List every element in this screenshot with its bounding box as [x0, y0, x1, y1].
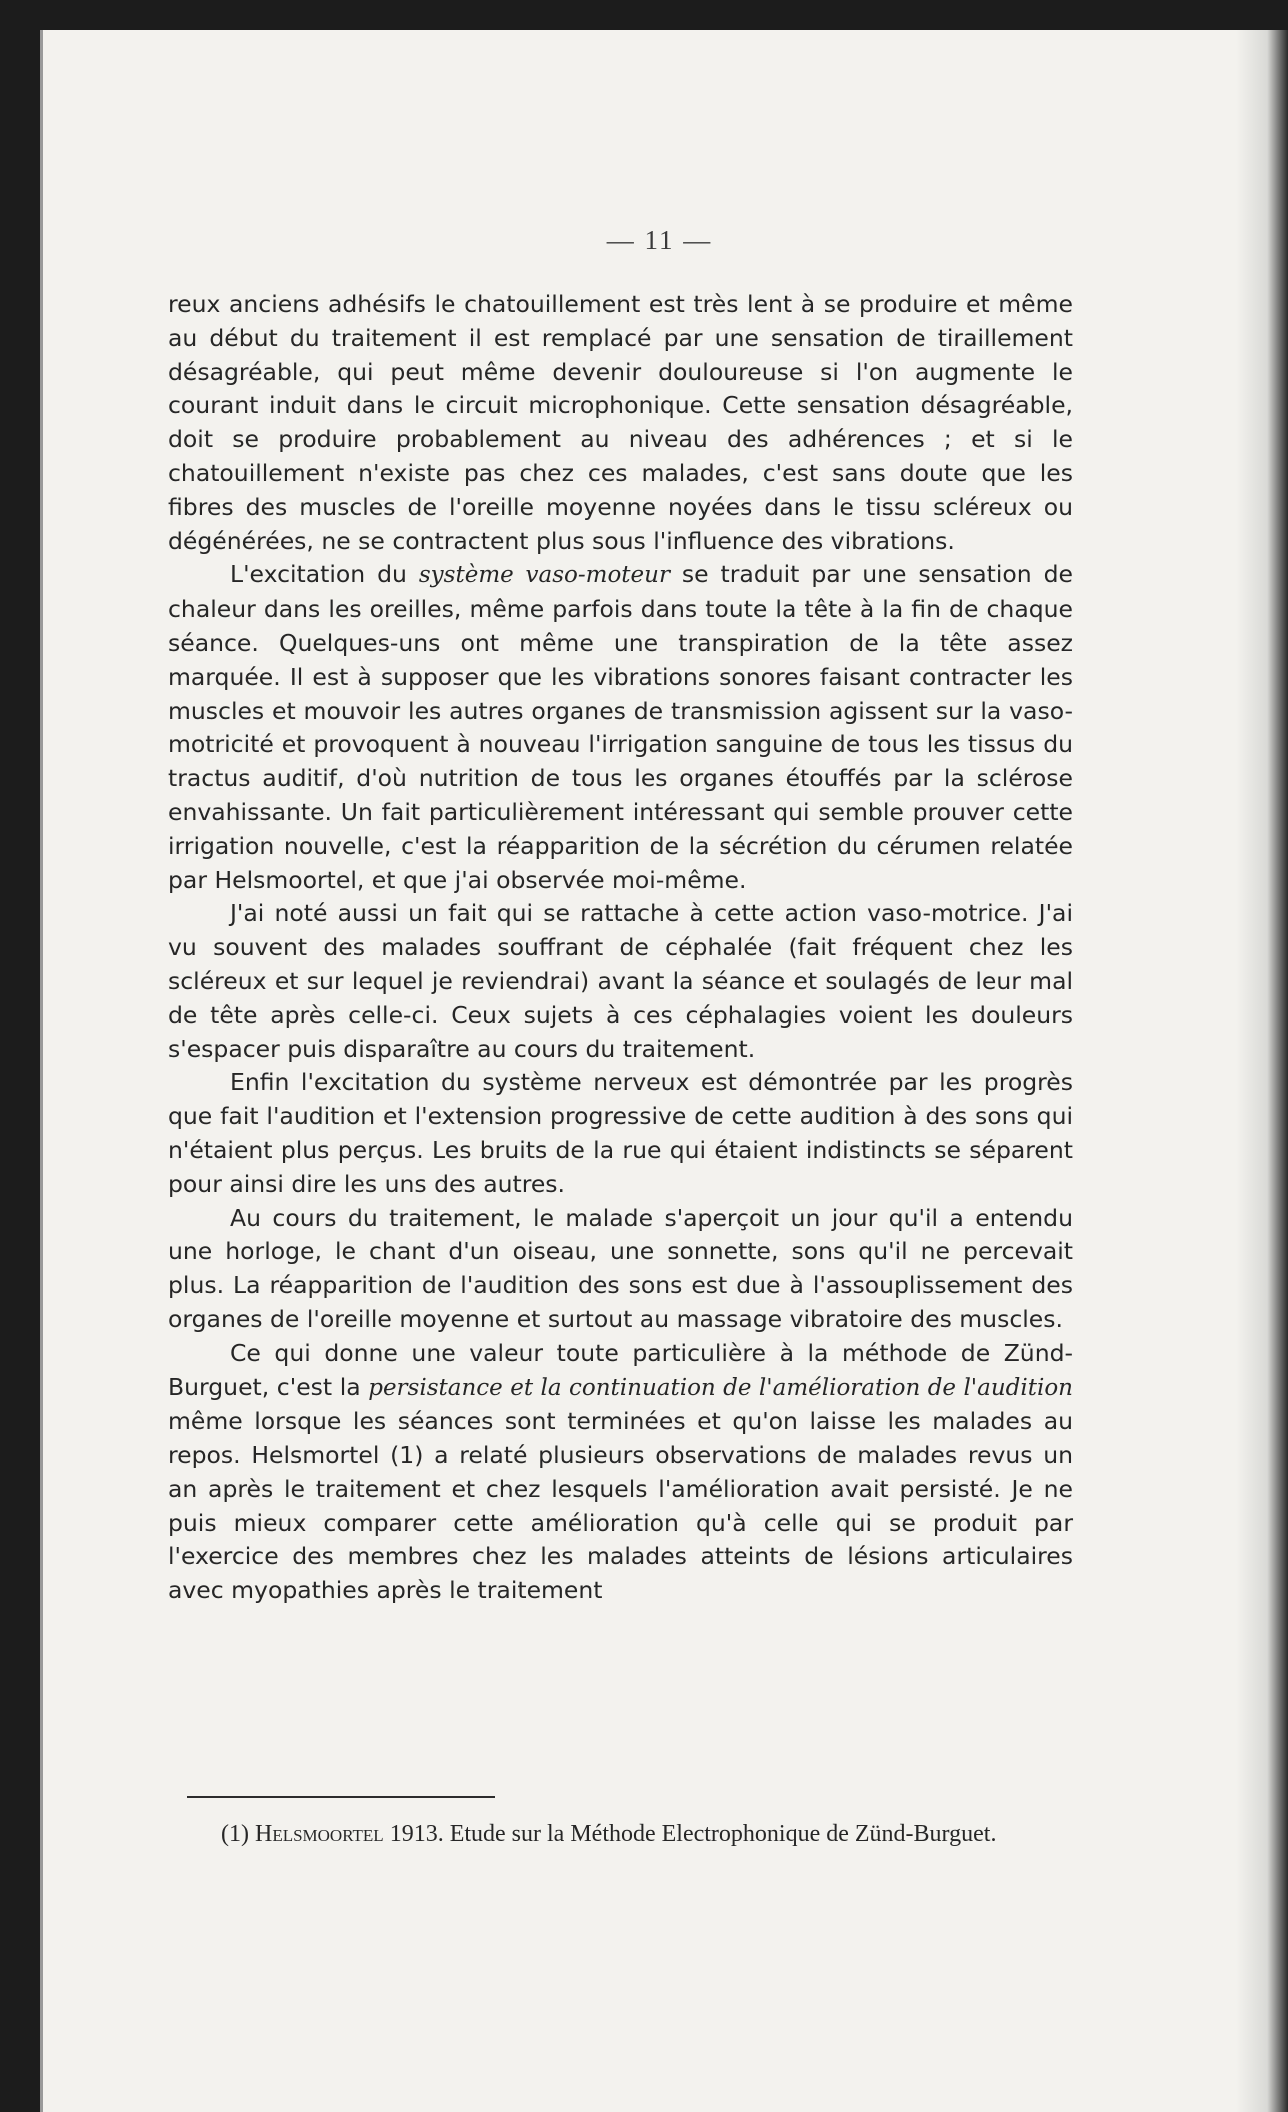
paragraph — [168, 1337, 1073, 1608]
document-page — [40, 30, 1276, 2112]
paragraph — [168, 558, 1073, 897]
paragraph — [168, 897, 1073, 1066]
footnote — [167, 1818, 1082, 1850]
paragraph — [168, 1202, 1073, 1337]
footnote-divider — [187, 1796, 495, 1798]
paragraph — [168, 288, 1073, 558]
paragraph-text: Enfin l'excitation du système nerveux est démontrée par les progrès que fait l'audition et l'extension progressive de cette audition à des sons qui n'étaient plus perçus. Les bruits de la rue qui étaient indistincts se séparent pour ainsi dire les uns des autres. — [168, 1068, 1073, 1198]
body-text — [168, 288, 1073, 1608]
emphasis-text: persistance et la continuation de l'amélioration de l'audition — [368, 1374, 1073, 1401]
paragraph-text: Ce qui donne une valeur toute particulière à la méthode de Zünd-Burguet, c'est la — [168, 1338, 1073, 1401]
paragraph-text: L'excitation du — [230, 560, 419, 589]
footnote-author: Helsmoortel — [254, 1821, 384, 1847]
page-number: — 11 — — [606, 225, 713, 255]
paragraph-text: même lorsque les séances sont terminées et qu'on laisse les malades au repos. Helsmortel (1) a relaté plusieurs observations de malades revus un an après le traitement et chez lesquels l'amélioration avait persisté. Je ne puis mieux comparer cette amélioration qu'à celle qui se produit par l'exercice des membres chez les malades atteints de lésions articulaires avec myopathies après le traitement — [168, 1407, 1073, 1605]
footnote-text: 1913. Etude sur la Méthode Electrophonique de Zünd-Burguet. — [389, 1821, 997, 1847]
footnote-marker: (1) — [221, 1821, 249, 1847]
paragraph-text: reux anciens adhésifs le chatouillement est très lent à se produire et même au début du traitement il est remplacé par une sensation de tiraillement désagréable, qui peut même devenir douloureuse si l'on augmente le courant induit dans le circuit microphonique. Cette sensation désagréable, doit se produire probablement au niveau des adhérences ; et si le chatouillement n'existe pas chez ces malades, c'est sans doute que les fibres des muscles de l'oreille moyenne noyées dans le tissu scléreux ou dégénérées, ne se contractent plus sous l'influence des vibrations. — [168, 290, 1073, 555]
emphasis-text: système vaso-moteur — [418, 562, 670, 589]
paragraph — [168, 1066, 1073, 1201]
paragraph-text: Au cours du traitement, le malade s'aperçoit un jour qu'il a entendu une horloge, le chant d'un oiseau, une sonnette, sons qu'il ne percevait plus. La réapparition de l'audition des sons est due à l'assouplissement des organes de l'oreille moyenne et surtout au massage vibratoire des muscles. — [168, 1203, 1073, 1333]
paragraph-text: J'ai noté aussi un fait qui se rattache à cette action vaso-motrice. J'ai vu souvent des malades souffrant de céphalée (fait fréquent chez les scléreux et sur lequel je reviendrai) avant la séance et soulagés de leur mal de tête après celle-ci. Ceux sujets à ces céphalagies voient les douleurs s'espacer puis disparaître au cours du traitement. — [168, 899, 1073, 1063]
page-edge-shadow — [1236, 30, 1288, 2112]
paragraph-text: se traduit par une sensation de chaleur dans les oreilles, même parfois dans toute la tête à la fin de chaque séance. Quelques-uns ont même une transpiration de la tête assez marquée. Il est à supposer que les vibrations sonores faisant contracter les muscles et mouvoir les autres organes de transmission agissent sur la vaso-motricité et provoquent à nouveau l'irrigation sanguine de tous les tissus du tractus auditif, d'où nutrition de tous les organes étouffés par la sclérose envahissante. Un fait particulièrement intéressant qui semble prouver cette irrigation nouvelle, c'est la réapparition de la sécrétion du cérumen relatée par Helsmoortel, et que j'ai observée moi-même. — [168, 560, 1073, 894]
